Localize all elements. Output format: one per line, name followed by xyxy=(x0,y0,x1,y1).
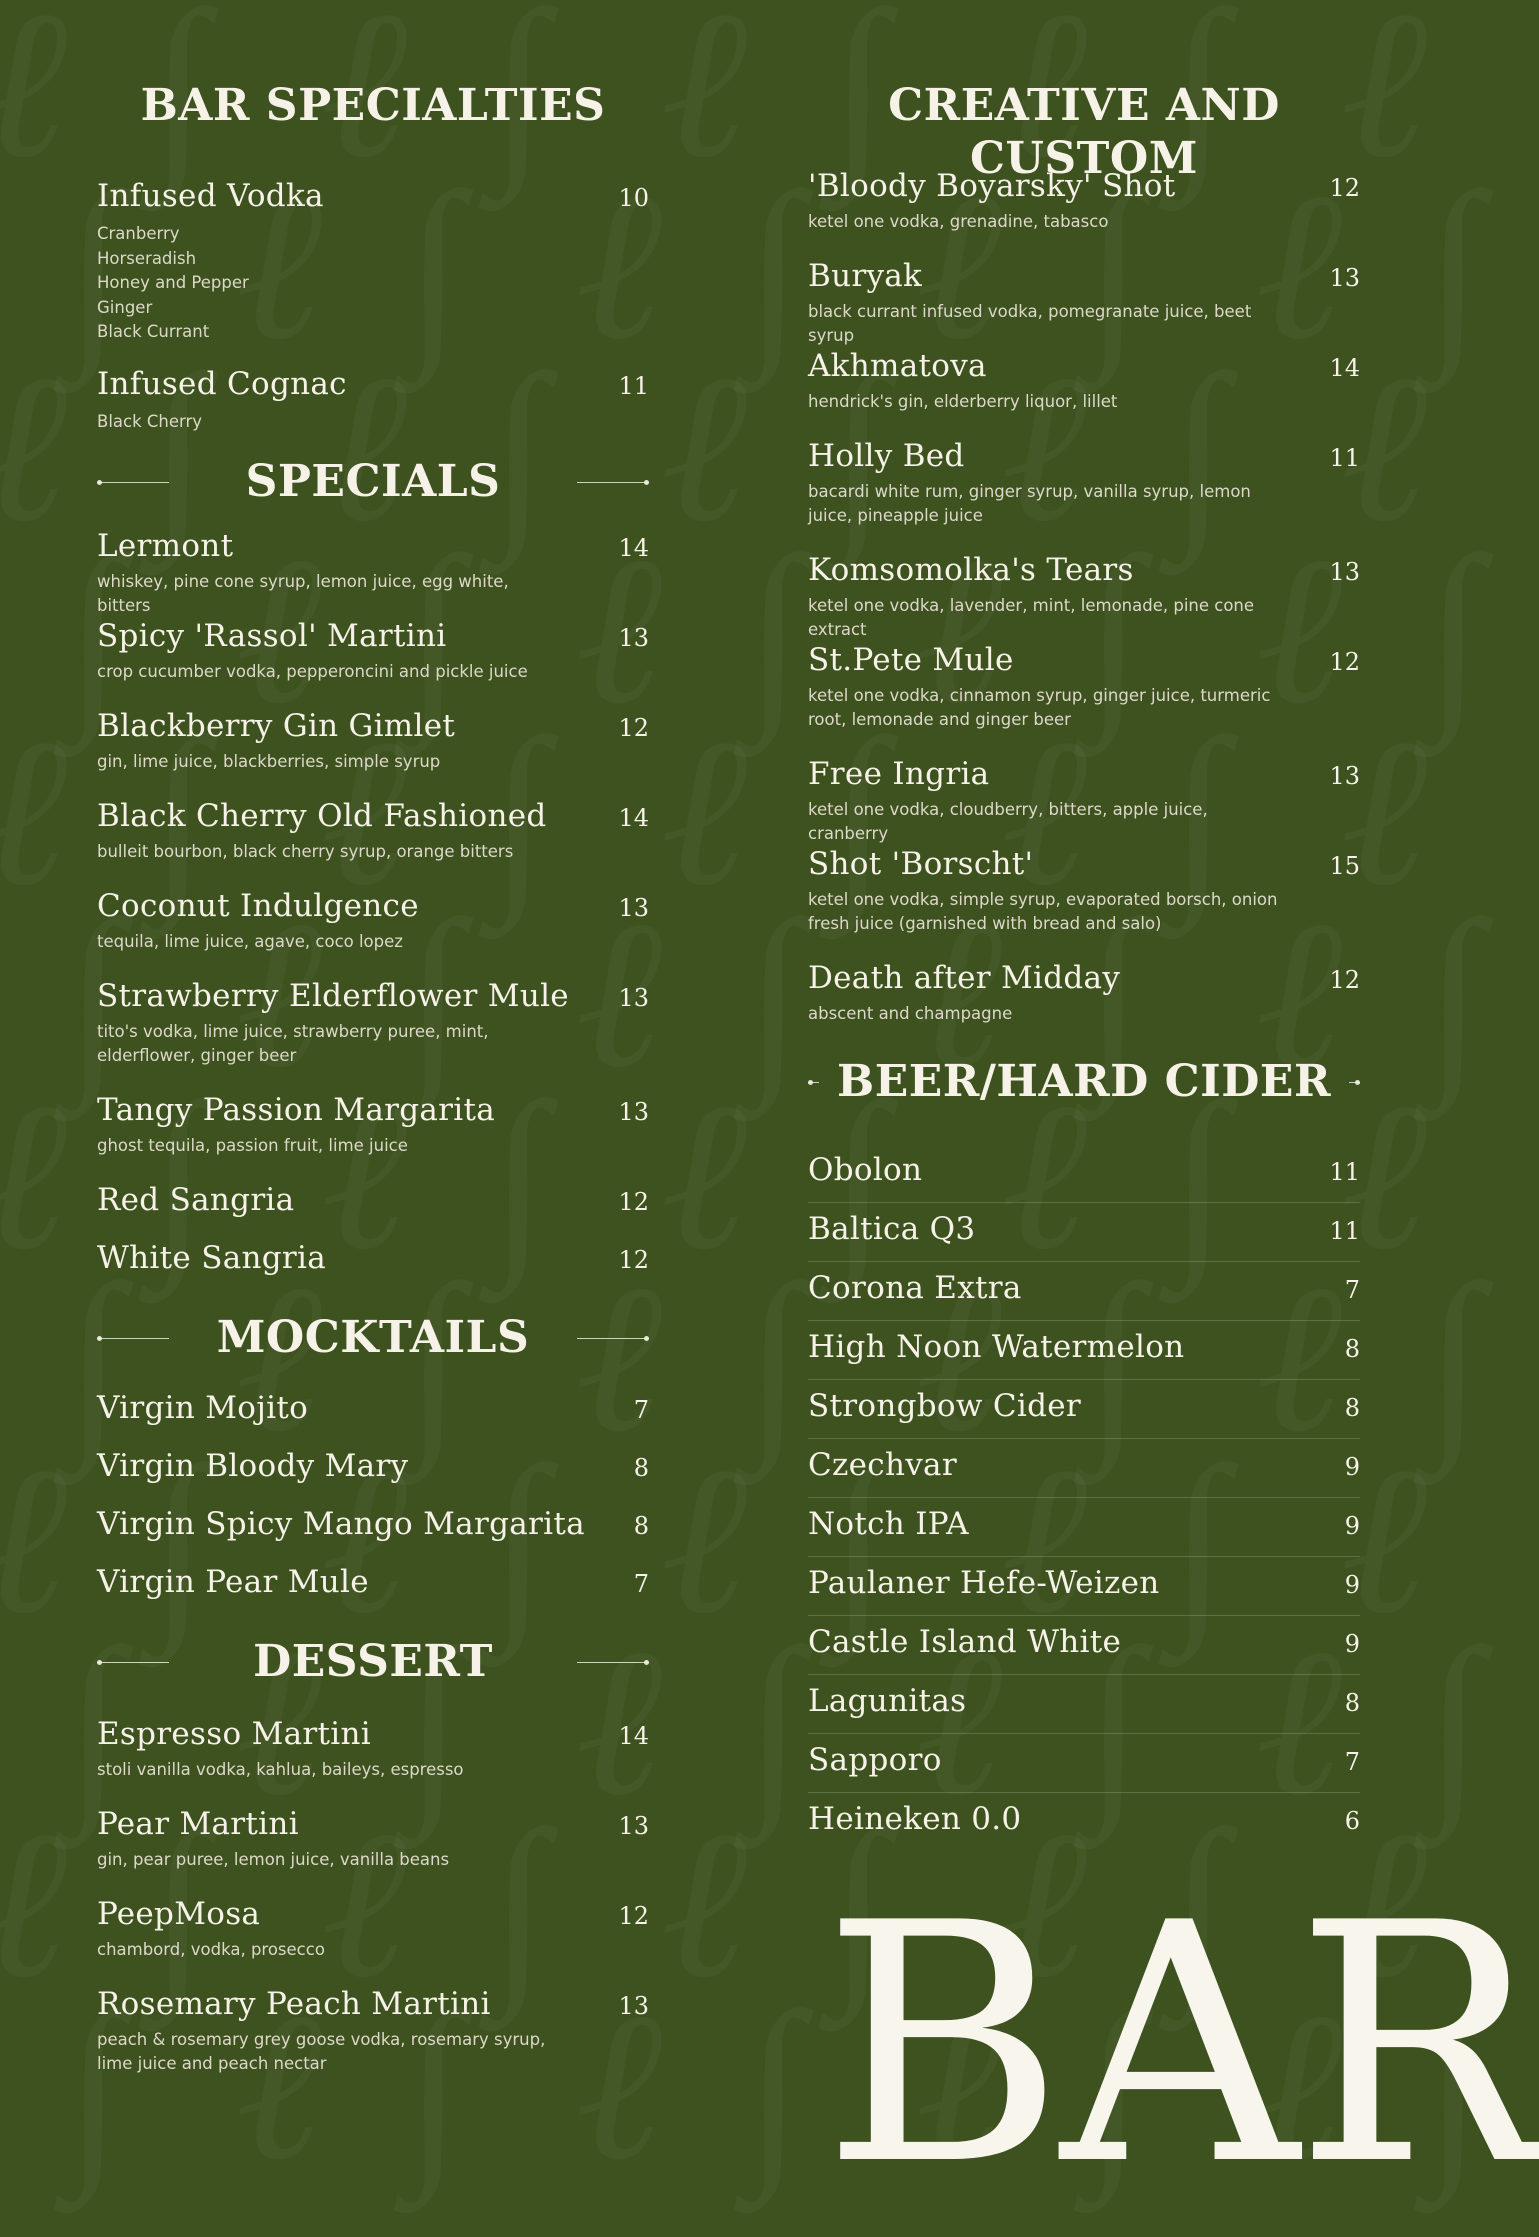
item-price: 12 xyxy=(618,714,649,742)
pattern-glyph xyxy=(1425,162,1483,372)
menu-item xyxy=(97,178,649,366)
item-price: 15 xyxy=(1329,852,1360,880)
bar-title: BAR xyxy=(822,1853,1539,2237)
divider-line xyxy=(97,1338,169,1339)
item-description: gin, pear puree, lemon juice, vanilla beans xyxy=(97,1850,450,1869)
section-creative xyxy=(808,70,1360,184)
beer-item xyxy=(808,1557,1360,1616)
menu-item xyxy=(97,1506,649,1564)
menu-item xyxy=(97,366,649,456)
item-name: Free Ingria xyxy=(808,756,990,792)
pattern-glyph xyxy=(745,526,803,736)
pattern-glyph xyxy=(660,1072,747,1282)
section-title: BAR SPECIALTIES xyxy=(140,80,606,131)
item-name: PeepMosa xyxy=(97,1896,261,1932)
pattern-glyph xyxy=(745,890,803,1100)
section-mocktails xyxy=(97,1312,649,1390)
menu-item xyxy=(97,528,649,618)
menu-item xyxy=(97,1448,649,1506)
item-name: Corona Extra xyxy=(808,1270,1022,1306)
pattern-glyph xyxy=(1425,1618,1483,1828)
pattern-glyph xyxy=(660,0,747,190)
item-price: 10 xyxy=(618,184,649,212)
item-name: Notch IPA xyxy=(808,1506,969,1542)
menu-item xyxy=(808,348,1360,438)
item-name: Black Cherry Old Fashioned xyxy=(97,798,547,834)
item-name: Paulaner Hefe-Weizen xyxy=(808,1565,1160,1601)
menu-item xyxy=(97,1564,649,1636)
item-price: 12 xyxy=(1329,966,1360,994)
item-name: Castle Island White xyxy=(808,1624,1122,1660)
item-description: ketel one vodka, cinnamon syrup, ginger juice, turmeric root, lemonade and ginger beer xyxy=(808,686,1271,729)
divider-line xyxy=(1349,1082,1360,1083)
item-price: 11 xyxy=(1329,1158,1360,1186)
item-description: crop cucumber vodka, pepperoncini and pickle juice xyxy=(97,662,528,681)
item-description: hendrick's gin, elderberry liquor, lillet xyxy=(808,392,1118,411)
item-name: Lermont xyxy=(97,528,234,564)
item-price: 13 xyxy=(618,1992,649,2020)
item-price: 13 xyxy=(1329,264,1360,292)
menu-item xyxy=(97,1092,649,1182)
beer-item xyxy=(808,1439,1360,1498)
item-name: Tangy Passion Margarita xyxy=(97,1092,496,1128)
item-name: Shot 'Borscht' xyxy=(808,846,1034,882)
item-name: Sapporo xyxy=(808,1742,942,1778)
menu-item xyxy=(97,798,649,888)
item-description: ketel one vodka, cloudberry, bitters, apple juice, cranberry xyxy=(808,800,1208,843)
item-name: Virgin Pear Mule xyxy=(97,1564,369,1600)
menu-item xyxy=(97,708,649,798)
pattern-glyph xyxy=(1425,526,1483,736)
item-description: tito's vodka, lime juice, strawberry puree, mint, elderflower, ginger beer xyxy=(97,1022,489,1065)
divider-line xyxy=(808,1082,819,1083)
pattern-glyph xyxy=(0,1072,67,1282)
pattern-glyph xyxy=(0,0,67,190)
item-name: Death after Midday xyxy=(808,960,1121,996)
item-price: 13 xyxy=(618,624,649,652)
item-name: Blackberry Gin Gimlet xyxy=(97,708,456,744)
flavor: Black Currant xyxy=(97,322,210,341)
beer-item xyxy=(808,1262,1360,1321)
section-specials xyxy=(97,456,649,528)
item-price: 7 xyxy=(1344,1276,1360,1304)
menu-item xyxy=(97,1240,649,1312)
pattern-glyph xyxy=(0,708,67,918)
pattern-glyph xyxy=(660,1436,747,1646)
item-price: 12 xyxy=(1329,648,1360,676)
item-description: black currant infused vodka, pomegranate juice, beet syrup xyxy=(808,302,1252,345)
item-name: Lagunitas xyxy=(808,1683,967,1719)
item-description: abscent and champagne xyxy=(808,1004,1013,1023)
item-name: Obolon xyxy=(808,1152,923,1188)
item-name: Red Sangria xyxy=(97,1182,295,1218)
section-beer xyxy=(808,1056,1360,1140)
menu-item xyxy=(808,960,1360,1056)
divider-line xyxy=(577,1662,649,1663)
flavor: Black Cherry xyxy=(97,412,203,431)
section-title: MOCKTAILS xyxy=(216,1312,530,1363)
item-description: ketel one vodka, simple syrup, evaporated borsch, onion fresh juice (garnished with bread and salo) xyxy=(808,890,1278,933)
item-price: 8 xyxy=(1344,1689,1360,1717)
item-price: 13 xyxy=(618,984,649,1012)
item-price: 8 xyxy=(633,1512,649,1540)
pattern-glyph xyxy=(0,1436,67,1646)
divider-line xyxy=(97,482,169,483)
item-name: Spicy 'Rassol' Martini xyxy=(97,618,447,654)
item-name: Holly Bed xyxy=(808,438,965,474)
item-price: 14 xyxy=(1329,354,1360,382)
item-name: St.Pete Mule xyxy=(808,642,1014,678)
item-description: tequila, lime juice, agave, coco lopez xyxy=(97,932,403,951)
item-name: Virgin Bloody Mary xyxy=(97,1448,409,1484)
item-name: Pear Martini xyxy=(97,1806,299,1842)
item-price: 13 xyxy=(618,1812,649,1840)
item-price: 8 xyxy=(1344,1394,1360,1422)
menu-item xyxy=(97,1182,649,1240)
menu-item xyxy=(97,888,649,978)
menu-item xyxy=(808,642,1360,756)
item-name: Heineken 0.0 xyxy=(808,1801,1022,1837)
pattern-glyph xyxy=(1425,890,1483,1100)
item-name: Coconut Indulgence xyxy=(97,888,419,924)
menu-item xyxy=(97,1896,649,1986)
menu-item xyxy=(97,978,649,1092)
item-description: whiskey, pine cone syrup, lemon juice, egg white, bitters xyxy=(97,572,509,615)
section-title: SPECIALS xyxy=(245,456,501,507)
item-price: 9 xyxy=(1344,1571,1360,1599)
item-name: Czechvar xyxy=(808,1447,957,1483)
flavor-list xyxy=(97,222,649,345)
item-description: peach & rosemary grey goose vodka, rosemary syrup, lime juice and peach nectar xyxy=(97,2030,546,2073)
item-name: Infused Vodka xyxy=(97,178,324,214)
item-price: 9 xyxy=(1344,1630,1360,1658)
item-price: 13 xyxy=(618,894,649,922)
item-price: 7 xyxy=(633,1396,649,1424)
item-name: Strongbow Cider xyxy=(808,1388,1082,1424)
item-price: 8 xyxy=(633,1454,649,1482)
flavor-list xyxy=(97,410,649,435)
item-price: 9 xyxy=(1344,1512,1360,1540)
item-description: bacardi white rum, ginger syrup, vanilla syrup, lemon juice, pineapple juice xyxy=(808,482,1251,525)
section-title: DESSERT xyxy=(253,1636,493,1687)
item-description: ghost tequila, passion fruit, lime juice xyxy=(97,1136,408,1155)
item-name: White Sangria xyxy=(97,1240,327,1276)
item-price: 14 xyxy=(618,804,649,832)
item-price: 12 xyxy=(618,1188,649,1216)
item-name: Akhmatova xyxy=(808,348,987,384)
beer-item xyxy=(808,1734,1360,1793)
item-description: gin, lime juice, blackberries, simple syrup xyxy=(97,752,441,771)
pattern-glyph xyxy=(745,1254,803,1464)
item-name: Virgin Mojito xyxy=(97,1390,309,1426)
beer-item xyxy=(808,1675,1360,1734)
section-dessert xyxy=(97,1636,649,1716)
item-price: 7 xyxy=(1344,1748,1360,1776)
pattern-glyph xyxy=(660,708,747,918)
item-name: High Noon Watermelon xyxy=(808,1329,1185,1365)
pattern-glyph xyxy=(745,162,803,372)
item-description: chambord, vodka, prosecco xyxy=(97,1940,325,1959)
pattern-glyph xyxy=(0,1800,67,2010)
menu-item xyxy=(808,168,1360,258)
item-price: 9 xyxy=(1344,1453,1360,1481)
menu-item xyxy=(97,1986,649,2086)
pattern-glyph xyxy=(660,1800,747,2010)
menu-item xyxy=(97,1806,649,1896)
item-price: 6 xyxy=(1344,1807,1360,1835)
item-price: 14 xyxy=(618,534,649,562)
section-bar-specialties xyxy=(97,70,649,178)
item-description: ketel one vodka, lavender, mint, lemonade, pine cone extract xyxy=(808,596,1255,639)
item-name: Infused Cognac xyxy=(97,366,347,402)
item-price: 13 xyxy=(1329,762,1360,790)
pattern-glyph xyxy=(745,1982,803,2192)
menu-item xyxy=(97,618,649,708)
item-price: 12 xyxy=(618,1246,649,1274)
menu-item xyxy=(808,258,1360,348)
item-price: 8 xyxy=(1344,1335,1360,1363)
item-name: Komsomolka's Tears xyxy=(808,552,1134,588)
item-price: 7 xyxy=(633,1570,649,1598)
item-name: Virgin Spicy Mango Margarita xyxy=(97,1506,585,1542)
menu-item xyxy=(808,756,1360,846)
pattern-glyph xyxy=(660,344,747,554)
item-price: 12 xyxy=(1329,174,1360,202)
item-name: 'Bloody Boyarsky' Shot xyxy=(808,168,1176,204)
menu-item xyxy=(97,1716,649,1806)
section-title: CREATIVE AND CUSTOM xyxy=(888,80,1280,184)
pattern-glyph xyxy=(0,344,67,554)
item-name: Rosemary Peach Martini xyxy=(97,1986,491,2022)
beer-item xyxy=(808,1144,1360,1203)
flavor: Honey and Pepper xyxy=(97,273,249,292)
item-description: stoli vanilla vodka, kahlua, baileys, espresso xyxy=(97,1760,464,1779)
flavor: Ginger xyxy=(97,297,153,317)
item-price: 11 xyxy=(1329,1217,1360,1245)
right-column xyxy=(808,70,1360,1852)
item-name: Espresso Martini xyxy=(97,1716,371,1752)
menu-item xyxy=(97,1390,649,1448)
item-description: bulleit bourbon, black cherry syrup, orange bitters xyxy=(97,842,514,861)
item-name: Strawberry Elderflower Mule xyxy=(97,978,569,1014)
menu-item xyxy=(808,552,1360,642)
beer-item xyxy=(808,1321,1360,1380)
item-name: Baltica Q3 xyxy=(808,1211,976,1247)
left-column xyxy=(97,70,649,2086)
beer-item xyxy=(808,1793,1360,1852)
item-description: ketel one vodka, grenadine, tabasco xyxy=(808,212,1109,231)
pattern-glyph xyxy=(1425,1254,1483,1464)
beer-item xyxy=(808,1616,1360,1675)
divider-line xyxy=(577,1338,649,1339)
menu-item xyxy=(808,846,1360,960)
item-price: 12 xyxy=(618,1902,649,1930)
item-price: 14 xyxy=(618,1722,649,1750)
flavor: Horseradish xyxy=(97,248,197,268)
menu-item xyxy=(808,438,1360,552)
item-name: Buryak xyxy=(808,258,923,294)
beer-item xyxy=(808,1498,1360,1557)
item-price: 13 xyxy=(1329,558,1360,586)
flavor: Cranberry xyxy=(97,224,180,243)
divider-line xyxy=(97,1662,169,1663)
beer-item xyxy=(808,1380,1360,1439)
beer-list xyxy=(808,1144,1360,1852)
beer-item xyxy=(808,1203,1360,1262)
item-price: 11 xyxy=(1329,444,1360,472)
divider-line xyxy=(577,482,649,483)
section-title: BEER/HARD CIDER xyxy=(837,1056,1332,1107)
pattern-glyph xyxy=(745,1618,803,1828)
item-price: 11 xyxy=(618,372,649,400)
item-price: 13 xyxy=(618,1098,649,1126)
